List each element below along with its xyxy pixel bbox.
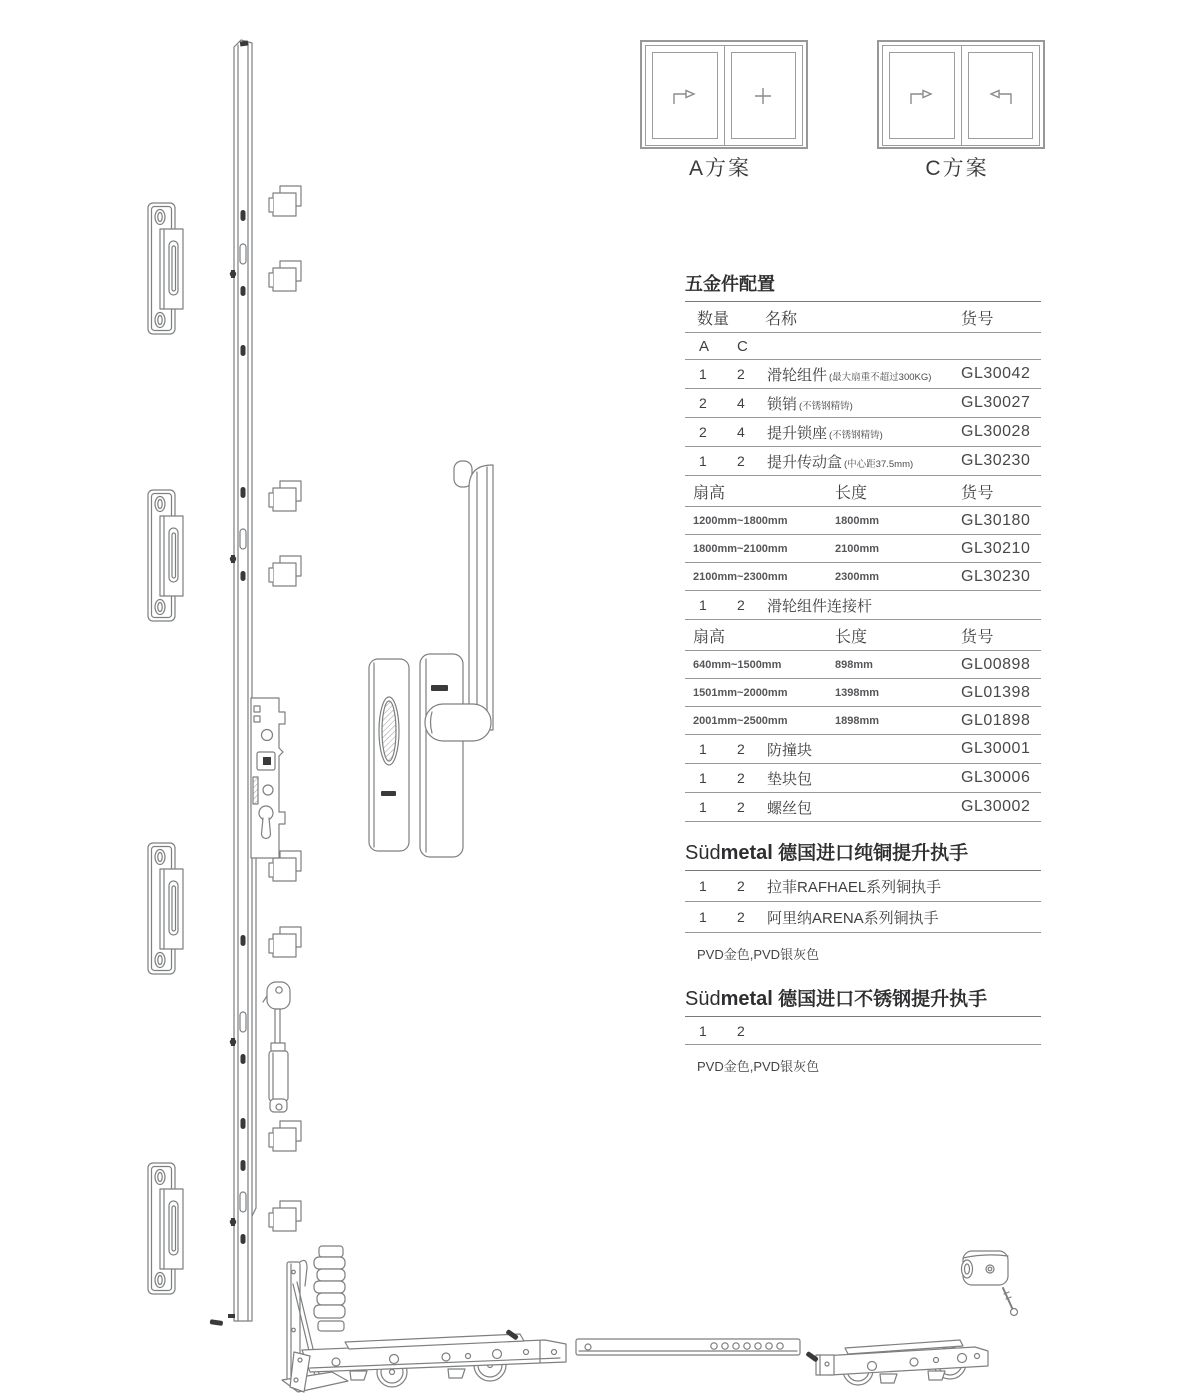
table-header-row bbox=[685, 302, 1041, 333]
variant-a: A bbox=[699, 337, 710, 355]
fixed-sash bbox=[725, 46, 803, 145]
length: 2100mm bbox=[835, 542, 880, 555]
sliding-sash-left bbox=[883, 46, 962, 145]
table-row bbox=[685, 871, 1041, 902]
qty-a: 1 bbox=[699, 453, 707, 469]
lock-pin-cube-drawing-1 bbox=[269, 186, 301, 216]
size-header-row bbox=[685, 620, 1041, 651]
damper-drawing bbox=[263, 982, 290, 1112]
header-length: 长度 bbox=[835, 628, 868, 646]
part-code: GL30230 bbox=[961, 567, 1031, 585]
part-code: GL30028 bbox=[961, 423, 1031, 440]
section-title: Südmetal 德国进口纯铜提升执手 bbox=[685, 838, 1041, 871]
sash-height: 1501mm~2000mm bbox=[693, 686, 788, 699]
window-frame bbox=[882, 45, 1040, 146]
plan-c-label: C方案 bbox=[925, 157, 989, 180]
brand-name-light: Süd bbox=[685, 842, 721, 864]
lock-pin-cube-drawing-7 bbox=[269, 1121, 301, 1151]
table-row bbox=[685, 389, 1041, 418]
strike-plate-drawing-4 bbox=[148, 1163, 183, 1294]
part-name: 提升传动盒 (中心距37.5mm) bbox=[767, 453, 914, 471]
qty-c: 2 bbox=[737, 770, 745, 786]
length: 1398mm bbox=[835, 686, 880, 699]
qty-c: 4 bbox=[737, 395, 745, 411]
qty-c: 2 bbox=[737, 799, 745, 815]
slide-right-arrow-icon bbox=[904, 84, 940, 108]
table-title: 五金件配置 bbox=[685, 270, 1041, 302]
window-diagram-plan-c bbox=[877, 40, 1045, 149]
table-row bbox=[685, 902, 1041, 933]
ribbed-bumper-drawing bbox=[314, 1246, 345, 1331]
part-code: GL01398 bbox=[961, 683, 1031, 701]
part-name: 提升锁座 (不锈钢精铸) bbox=[767, 424, 883, 442]
brand-name-bold: metal bbox=[720, 842, 773, 864]
qty-c: 2 bbox=[737, 453, 745, 469]
length: 898mm bbox=[835, 658, 873, 671]
lock-pin-cube-drawing-3 bbox=[269, 481, 301, 511]
header-code: 货号 bbox=[961, 310, 995, 328]
table-row bbox=[685, 591, 1041, 620]
qty-a: 1 bbox=[699, 878, 707, 894]
part-code: GL30230 bbox=[961, 452, 1031, 469]
header-sash-height: 扇高 bbox=[693, 484, 726, 502]
finish-note: PVD金色,PVD银灰色 bbox=[697, 947, 820, 962]
connector-bar-drawing bbox=[576, 1339, 800, 1355]
variant-c: C bbox=[737, 337, 748, 355]
flat-pull-handle-drawing bbox=[369, 659, 409, 851]
table-row bbox=[685, 360, 1041, 389]
qty-a: 1 bbox=[699, 799, 707, 815]
qty-a: 1 bbox=[699, 770, 707, 786]
qty-c: 2 bbox=[737, 878, 745, 894]
qty-c: 4 bbox=[737, 424, 745, 440]
lift-rod-drawing bbox=[228, 40, 256, 1321]
sash-height: 2001mm~2500mm bbox=[693, 714, 788, 727]
qty-a: 1 bbox=[699, 1022, 707, 1039]
brand-name-bold: metal bbox=[720, 988, 773, 1010]
strike-plate-drawing-3 bbox=[148, 843, 183, 974]
part-name: 滑轮组件连接杆 bbox=[767, 597, 873, 615]
size-row bbox=[685, 679, 1041, 707]
size-row bbox=[685, 535, 1041, 563]
size-row bbox=[685, 563, 1041, 591]
qty-a: 1 bbox=[699, 909, 707, 925]
steel-handle-section bbox=[685, 984, 1041, 1075]
table-row bbox=[685, 418, 1041, 447]
table-row bbox=[685, 793, 1041, 822]
part-code: GL30001 bbox=[961, 740, 1031, 757]
header-length: 长度 bbox=[835, 484, 868, 502]
part-code: GL30002 bbox=[961, 798, 1031, 815]
qty-c: 2 bbox=[737, 366, 745, 382]
slide-left-arrow-icon bbox=[982, 84, 1018, 108]
brass-handle-section bbox=[685, 838, 1041, 963]
strike-plate-drawing-1 bbox=[148, 203, 183, 334]
header-name: 名称 bbox=[765, 310, 798, 328]
part-name: 垫块包 bbox=[767, 770, 813, 788]
plan-a-label: A方案 bbox=[688, 157, 751, 180]
gear-box-drawing bbox=[251, 698, 285, 858]
screw-drawing bbox=[1003, 1288, 1018, 1316]
table-row bbox=[685, 764, 1041, 793]
table-row bbox=[685, 735, 1041, 764]
size-row bbox=[685, 651, 1041, 679]
part-name: 滑轮组件 (最大扇重不超过300KG) bbox=[767, 366, 932, 384]
lock-pin-cube-drawing-2 bbox=[269, 261, 301, 291]
sliding-sash-right bbox=[962, 46, 1040, 145]
part-code: GL30042 bbox=[961, 365, 1031, 382]
hardware-config-table bbox=[685, 270, 1041, 822]
sliding-sash bbox=[646, 46, 725, 145]
qty-a: 1 bbox=[699, 741, 707, 757]
strike-plate-drawing-2 bbox=[148, 490, 183, 621]
sash-height: 1200mm~1800mm bbox=[693, 514, 788, 527]
roller-bogie-drawing-2 bbox=[816, 1340, 988, 1385]
table-row bbox=[685, 447, 1041, 476]
sash-height: 1800mm~2100mm bbox=[693, 542, 788, 555]
fixed-plus-icon bbox=[745, 84, 781, 108]
length: 1800mm bbox=[835, 514, 880, 527]
header-sash-height: 扇高 bbox=[693, 628, 726, 646]
length: 2300mm bbox=[835, 570, 880, 583]
size-row bbox=[685, 507, 1041, 535]
variant-header-row bbox=[685, 333, 1041, 360]
part-code: GL01898 bbox=[961, 711, 1031, 729]
size-header-row bbox=[685, 476, 1041, 507]
anti-bump-block-drawing bbox=[962, 1251, 1009, 1285]
part-name: 防撞块 bbox=[767, 741, 813, 759]
qty-c: 2 bbox=[737, 597, 745, 613]
qty-a: 2 bbox=[699, 424, 707, 440]
size-row bbox=[685, 707, 1041, 735]
part-code: GL30210 bbox=[961, 539, 1031, 557]
header-qty: 数量 bbox=[697, 310, 730, 328]
qty-c: 2 bbox=[737, 741, 745, 757]
lock-pin-cube-drawing-4 bbox=[269, 556, 301, 586]
length: 1898mm bbox=[835, 714, 880, 727]
qty-a: 1 bbox=[699, 597, 707, 613]
qty-a: 1 bbox=[699, 366, 707, 382]
qty-c: 2 bbox=[737, 909, 745, 925]
brand-name-light: Süd bbox=[685, 988, 721, 1010]
lock-pin-cube-drawing-8 bbox=[269, 1201, 301, 1231]
handle-name: 拉菲RAFHAEL系列铜执手 bbox=[767, 878, 942, 896]
lift-handle-drawing bbox=[420, 461, 493, 857]
qty-c: 2 bbox=[737, 1022, 745, 1039]
window-diagram-plan-a bbox=[640, 40, 808, 149]
part-code: GL00898 bbox=[961, 655, 1031, 673]
slide-right-arrow-icon bbox=[667, 84, 703, 108]
sash-height: 640mm~1500mm bbox=[693, 658, 782, 671]
header-code: 货号 bbox=[961, 484, 995, 502]
part-name: 螺丝包 bbox=[767, 799, 813, 817]
qty-a: 2 bbox=[699, 395, 707, 411]
sash-height: 2100mm~2300mm bbox=[693, 570, 788, 583]
part-code: GL30006 bbox=[961, 769, 1031, 786]
header-code: 货号 bbox=[961, 628, 995, 646]
lock-pin-cube-drawing-6 bbox=[269, 927, 301, 957]
table-row bbox=[685, 1017, 1041, 1045]
part-code: GL30027 bbox=[961, 394, 1031, 411]
pin-screw-drawing-1 bbox=[210, 1319, 224, 1326]
part-name: 锁销 (不锈钢精铸) bbox=[767, 395, 853, 413]
part-code: GL30180 bbox=[961, 511, 1031, 529]
finish-note: PVD金色,PVD银灰色 bbox=[697, 1059, 820, 1074]
handle-name: 阿里纳ARENA系列铜执手 bbox=[767, 909, 939, 927]
window-frame bbox=[645, 45, 803, 146]
section-title: Südmetal 德国进口不锈钢提升执手 bbox=[685, 984, 1041, 1017]
